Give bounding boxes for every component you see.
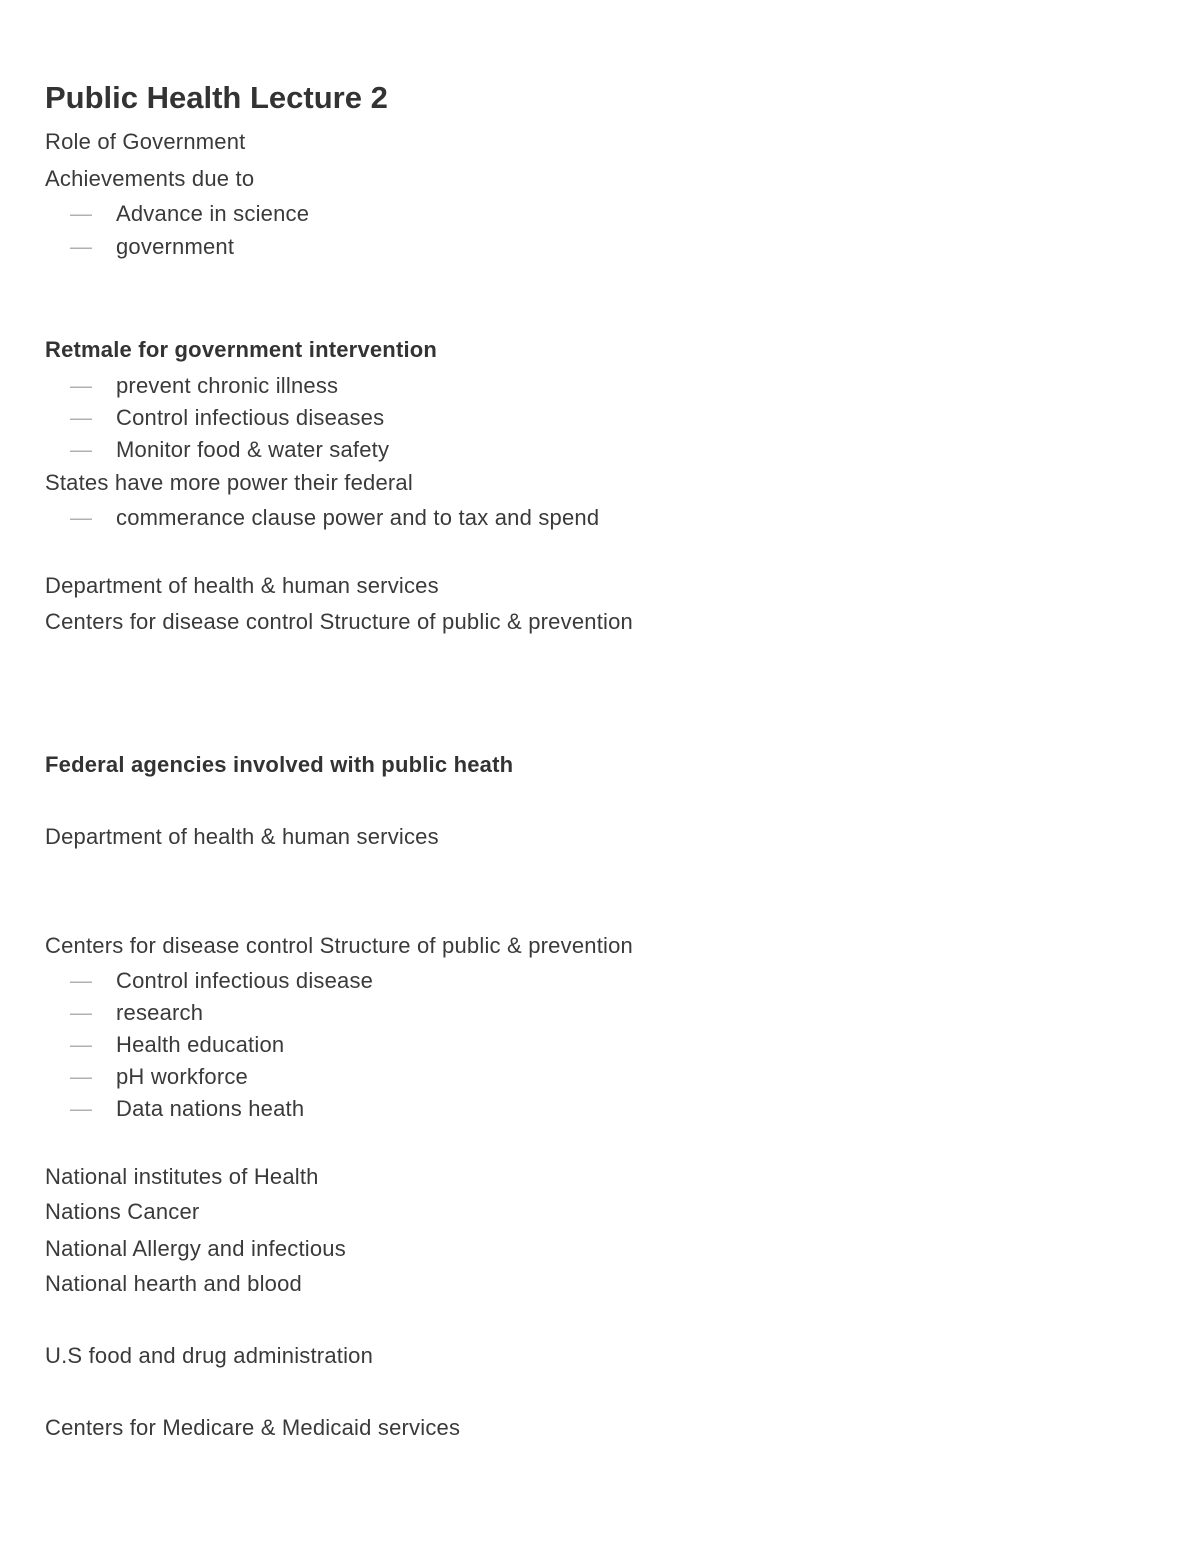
section-heading-federal-agencies: Federal agencies involved with public heath xyxy=(45,752,514,777)
dash-bullet-icon: — xyxy=(70,1000,93,1025)
list-item-text: prevent chronic illness xyxy=(116,373,339,398)
line-cms: Centers for Medicare & Medicaid services xyxy=(45,1415,461,1440)
dash-bullet-icon: — xyxy=(70,968,93,993)
dash-bullet-icon: — xyxy=(70,373,93,398)
list-item-text: Data nations heath xyxy=(116,1096,305,1121)
dash-bullet-icon: — xyxy=(70,1064,93,1089)
line-dept-hhs-2: Department of health & human services xyxy=(45,824,439,849)
line-dept-hhs: Department of health & human services xyxy=(45,573,439,598)
page-title: Public Health Lecture 2 xyxy=(45,80,388,115)
dash-bullet-icon: — xyxy=(70,234,93,259)
list-item-text: Control infectious disease xyxy=(116,968,374,993)
dash-bullet-icon: — xyxy=(70,1032,93,1057)
dash-bullet-icon: — xyxy=(70,405,93,430)
list-item-text: Health education xyxy=(116,1032,285,1057)
dash-bullet-icon: — xyxy=(70,505,93,530)
list-item-text: Monitor food & water safety xyxy=(116,437,390,462)
line-achievements-due-to: Achievements due to xyxy=(45,166,255,191)
line-nations-cancer: Nations Cancer xyxy=(45,1199,200,1224)
line-role-of-government: Role of Government xyxy=(45,129,246,154)
line-fda: U.S food and drug administration xyxy=(45,1343,374,1368)
dash-bullet-icon: — xyxy=(70,437,93,462)
dash-bullet-icon: — xyxy=(70,201,93,226)
list-item-text: government xyxy=(116,234,235,259)
line-nih: National institutes of Health xyxy=(45,1164,319,1189)
line-national-allergy: National Allergy and infectious xyxy=(45,1236,346,1261)
line-cdc-2: Centers for disease control Structure of public & prevention xyxy=(45,933,633,958)
line-cdc: Centers for disease control Structure of public & prevention xyxy=(45,609,633,634)
list-item-text: Advance in science xyxy=(116,201,310,226)
section-heading-retmale: Retmale for government intervention xyxy=(45,337,438,362)
dash-bullet-icon: — xyxy=(70,1096,93,1121)
list-item-text: Control infectious diseases xyxy=(116,405,385,430)
list-item-text: pH workforce xyxy=(116,1064,248,1089)
list-item-text: research xyxy=(116,1000,204,1025)
line-national-hearth: National hearth and blood xyxy=(45,1271,302,1296)
list-item-text: commerance clause power and to tax and spend xyxy=(116,505,600,530)
line-states-power: States have more power their federal xyxy=(45,470,413,495)
